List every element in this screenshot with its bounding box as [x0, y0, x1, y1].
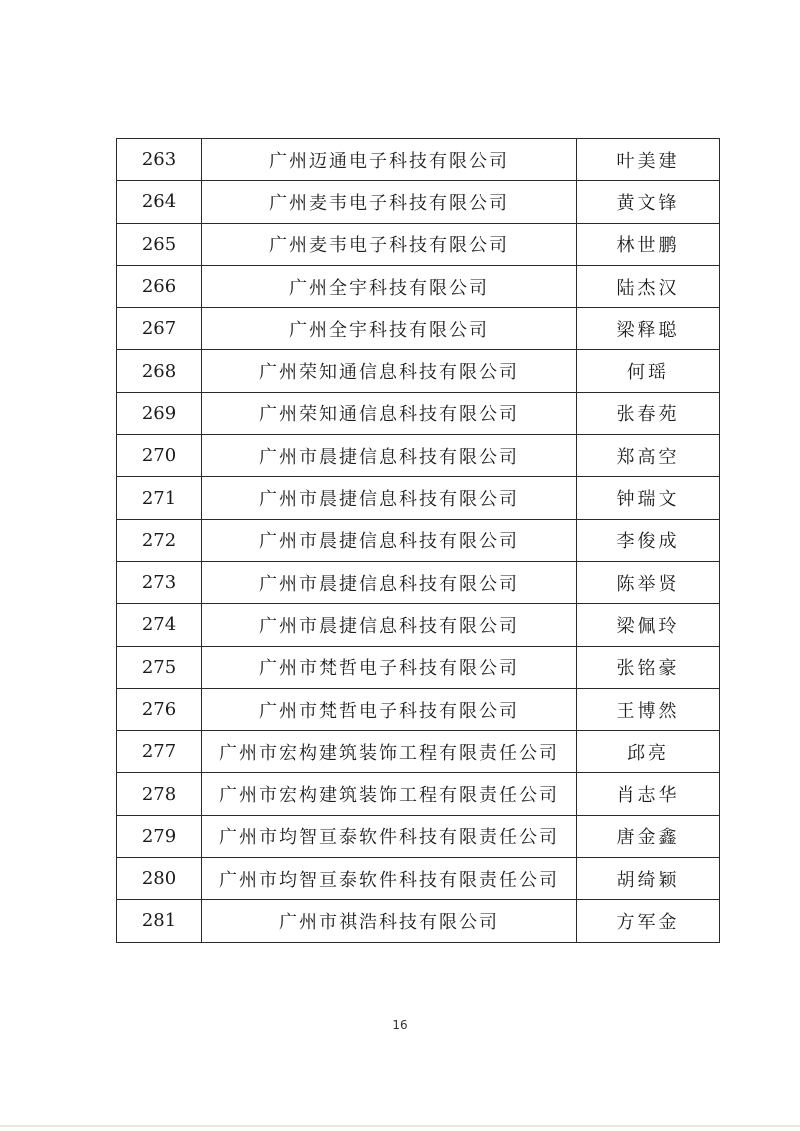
company-name: 广州市宏构建筑装饰工程有限责任公司 [202, 731, 577, 773]
company-name: 广州市梵哲电子科技有限公司 [202, 688, 577, 730]
person-name: 陆杰汉 [577, 265, 720, 307]
row-number: 267 [117, 308, 202, 350]
person-name: 黄文锋 [577, 181, 720, 223]
table-row [117, 900, 720, 942]
person-name: 梁佩玲 [577, 604, 720, 646]
person-name: 王博然 [577, 688, 720, 730]
company-name: 广州市晨捷信息科技有限公司 [202, 435, 577, 477]
person-name: 李俊成 [577, 519, 720, 561]
table-row [117, 181, 720, 223]
table-row [117, 773, 720, 815]
row-number: 277 [117, 731, 202, 773]
company-name: 广州市均智亘泰软件科技有限责任公司 [202, 858, 577, 900]
table-row [117, 815, 720, 857]
company-name: 广州迈通电子科技有限公司 [202, 139, 577, 181]
row-number: 265 [117, 223, 202, 265]
table-row [117, 392, 720, 434]
row-number: 276 [117, 688, 202, 730]
row-number: 275 [117, 646, 202, 688]
table-row [117, 223, 720, 265]
company-name: 广州市晨捷信息科技有限公司 [202, 561, 577, 603]
person-name: 陈举贤 [577, 561, 720, 603]
table-row [117, 731, 720, 773]
person-name: 钟瑞文 [577, 477, 720, 519]
table-row [117, 435, 720, 477]
row-number: 264 [117, 181, 202, 223]
person-name: 张春苑 [577, 392, 720, 434]
row-number: 281 [117, 900, 202, 942]
row-number: 270 [117, 435, 202, 477]
person-name: 唐金鑫 [577, 815, 720, 857]
company-name: 广州麦韦电子科技有限公司 [202, 223, 577, 265]
row-number: 272 [117, 519, 202, 561]
person-name: 肖志华 [577, 773, 720, 815]
row-number: 263 [117, 139, 202, 181]
company-name: 广州市晨捷信息科技有限公司 [202, 477, 577, 519]
company-name: 广州市均智亘泰软件科技有限责任公司 [202, 815, 577, 857]
table-row [117, 561, 720, 603]
table-row [117, 688, 720, 730]
scan-edge [0, 1125, 800, 1127]
person-name: 张铭豪 [577, 646, 720, 688]
person-name: 何瑶 [577, 350, 720, 392]
company-name: 广州荣知通信息科技有限公司 [202, 350, 577, 392]
person-name: 胡绮颖 [577, 858, 720, 900]
roster-table-body [117, 139, 720, 943]
table-row [117, 646, 720, 688]
company-name: 广州全宇科技有限公司 [202, 308, 577, 350]
row-number: 266 [117, 265, 202, 307]
person-name: 梁释聪 [577, 308, 720, 350]
row-number: 271 [117, 477, 202, 519]
table-row [117, 308, 720, 350]
table-row [117, 477, 720, 519]
person-name: 方军金 [577, 900, 720, 942]
table-row [117, 350, 720, 392]
company-name: 广州麦韦电子科技有限公司 [202, 181, 577, 223]
row-number: 273 [117, 561, 202, 603]
row-number: 268 [117, 350, 202, 392]
roster-table [116, 138, 720, 943]
row-number: 269 [117, 392, 202, 434]
row-number: 280 [117, 858, 202, 900]
table-row [117, 519, 720, 561]
row-number: 278 [117, 773, 202, 815]
row-number: 274 [117, 604, 202, 646]
company-name: 广州荣知通信息科技有限公司 [202, 392, 577, 434]
table-row [117, 265, 720, 307]
table-row [117, 858, 720, 900]
row-number: 279 [117, 815, 202, 857]
table-row [117, 604, 720, 646]
company-name: 广州市晨捷信息科技有限公司 [202, 519, 577, 561]
person-name: 叶美建 [577, 139, 720, 181]
company-name: 广州全宇科技有限公司 [202, 265, 577, 307]
company-name: 广州市晨捷信息科技有限公司 [202, 604, 577, 646]
company-name: 广州市宏构建筑装饰工程有限责任公司 [202, 773, 577, 815]
company-name: 广州市祺浩科技有限公司 [202, 900, 577, 942]
page-number: 16 [392, 1018, 408, 1032]
table-row [117, 139, 720, 181]
person-name: 林世鹏 [577, 223, 720, 265]
person-name: 邱亮 [577, 731, 720, 773]
person-name: 郑高空 [577, 435, 720, 477]
company-name: 广州市梵哲电子科技有限公司 [202, 646, 577, 688]
